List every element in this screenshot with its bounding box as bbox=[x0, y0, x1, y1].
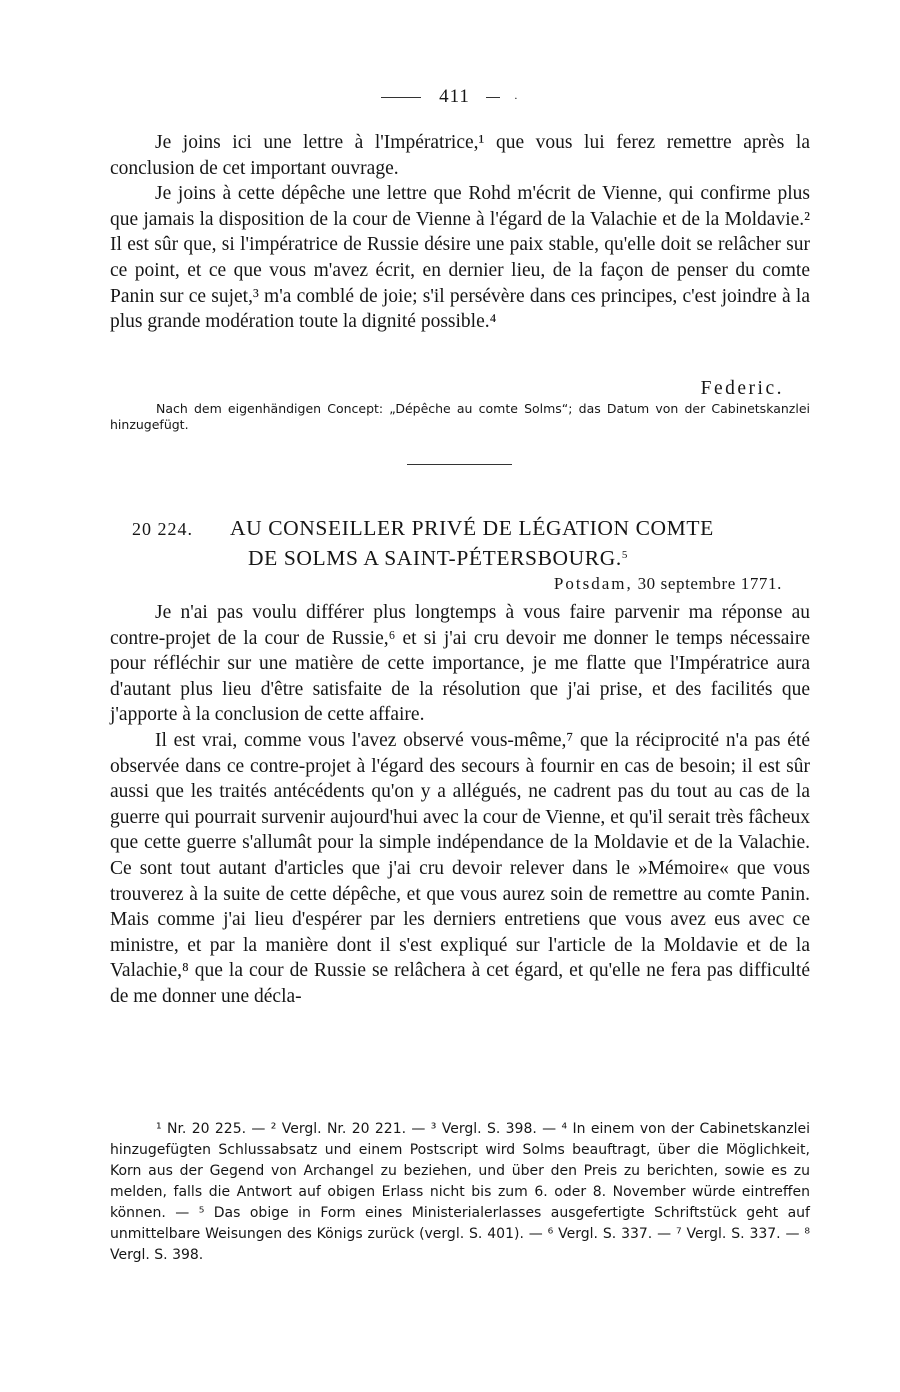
document-number: 20 224. bbox=[132, 519, 193, 539]
document-title-line2-wrap bbox=[248, 542, 628, 572]
footnotes bbox=[110, 1119, 810, 1266]
paragraph: Je n'ai pas voulu différer plus longtemps à vous faire parvenir ma réponse au contre-projet de la cour de Russie,⁶ et si j'ai cru devoir me donner le temps nécessaire pour réfléchir sur une matière de cette importance, je me flatte que l'Impératrice aura d'autant plus lieu d'être satisfaite de la résolution que j'ai prise, et des facilités que j'apporte à la conclusion de cette affaire. bbox=[110, 602, 810, 726]
dateline-date: 30 septembre 1771. bbox=[637, 574, 782, 593]
footnotes-text: ¹ Nr. 20 225. — ² Vergl. Nr. 20 221. — ³ Vergl. S. 398. — ⁴ In einem von der Cabinetskanzlei hinzugefügten Schlussabsatz und einem Postscript wird Solms beauftragt, über die Möglichkeit, Korn aus der Gegend von Archangel zu beziehen, und über den Preis zu berichten, sowie es zu melden, falls die Antwort auf obigen Erlass nicht bis zum 6. oder 8. November würde eintreffen können. — ⁵ Das obige in Form eines Ministerialerlasses ausgefertigte Schriftstück geht auf unmittelbare Weisungen des Königs zurück (vergl. S. 401). — ⁶ Vergl. S. 337. — ⁷ Vergl. S. 337. — ⁸ Vergl. S. 398. bbox=[110, 1121, 810, 1263]
header-rule-right bbox=[486, 97, 500, 98]
dateline bbox=[554, 574, 782, 594]
letter-body bbox=[110, 600, 810, 1010]
header-mark: · bbox=[513, 91, 519, 105]
page-header bbox=[0, 86, 900, 108]
previous-letter-body bbox=[110, 130, 810, 335]
page-number: 411 bbox=[439, 86, 470, 107]
source-note bbox=[110, 401, 810, 433]
document-title-line1: AU CONSEILLER PRIVÉ DE LÉGATION COMTE bbox=[230, 516, 714, 540]
footnote-ref: 5 bbox=[621, 549, 628, 561]
document-title-line2: DE SOLMS A SAINT-PÉTERSBOURG. bbox=[248, 546, 622, 570]
source-note-text: Nach dem eigenhändigen Concept: „Dépêche au comte Solms“; das Datum von der Cabinetskanzlei hinzugefügt. bbox=[110, 401, 810, 432]
paragraph: Il est vrai, comme vous l'avez observé vous-même,⁷ que la réciprocité n'a pas été observée dans ce contre-projet à l'égard des secours à fournir en cas de besoin; il est sûr aussi que les traités antécédents qu'on y a allégués, ne cadrent pas du tout au cas de la guerre qui pourrait survenir aujourd'hui avec la cour de Vienne, et qu'il serait très fâcheux que cette guerre s'allumât pour la simple indépendance de la Moldavie et de la Valachie. Ce sont tout autant d'articles que j'ai cru devoir relever dans le »Mémoire« que vous trouverez à la suite de cette dépêche, et que vous aurez soin de remettre au comte Panin. Mais comme j'ai lieu d'espérer par les derniers entretiens que vous avez eus avec ce ministre, et par la manière dont il s'est expliqué sur l'article de la Moldavie et de la Valachie,⁸ que la cour de Russie se relâchera à cet égard, et qu'elle ne fera pas difficulté de me donner une décla- bbox=[110, 729, 810, 1007]
dateline-place: Potsdam, bbox=[553, 574, 633, 593]
paragraph: Je joins ici une lettre à l'Impératrice,¹ que vous lui ferez remettre après la conclusion de cet important ouvrage. bbox=[110, 132, 810, 179]
signature: Federic. bbox=[700, 378, 784, 399]
header-rule-left bbox=[381, 97, 421, 98]
section-divider bbox=[407, 464, 512, 465]
paragraph: Je joins à cette dépêche une lettre que Rohd m'écrit de Vienne, qui confirme plus que jamais la disposition de la cour de Vienne à l'égard de la Valachie et de la Moldavie.² Il est sûr que, si l'impératrice de Russie désire une paix stable, qu'elle doit se relâcher sur ce point, et ce que vous m'avez écrit, en dernier lieu, de la façon de penser du comte Panin sur ce sujet,³ m'a comblé de joie; s'il persévère dans ces principes, c'est joindre à la plus grande modération toute la dignité possible.⁴ bbox=[110, 183, 810, 333]
